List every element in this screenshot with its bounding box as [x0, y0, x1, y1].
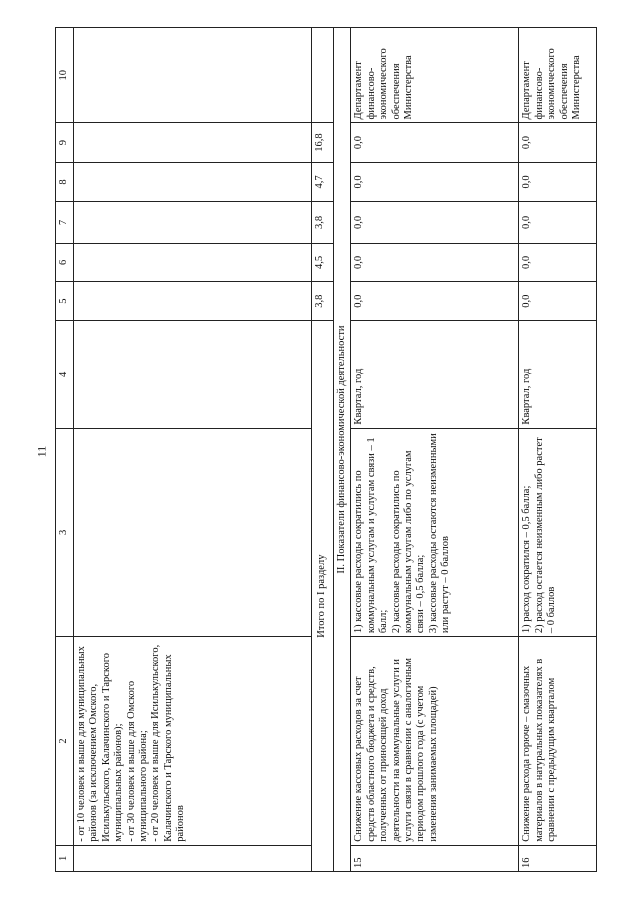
column-header: 8: [56, 162, 74, 201]
score-cell: 0,0: [519, 243, 597, 281]
total-value: 3,8: [312, 281, 334, 320]
score-cell: 0,0: [519, 281, 597, 320]
total-value: 4,5: [312, 243, 334, 281]
total-value: 3,8: [312, 202, 334, 244]
table-row: [519, 28, 597, 872]
score-cell: 0,0: [351, 123, 519, 162]
score-cell: 0,0: [351, 243, 519, 281]
indicator-cell: Снижение кассовых расходов за счет средств областного бюджета и средств, полученных от приносящей доход деятельности на коммунальные услуги и услуги связи в сравнении с аналогичным периодом прошлого года (с учетом изменения занимаемых площадей): [351, 637, 519, 846]
column-header: 2: [56, 637, 74, 846]
score-cell: 0,0: [351, 281, 519, 320]
header-row: [56, 28, 74, 872]
responsible-cell: Департамент финансово-экономического обеспечения Министерства: [351, 28, 519, 123]
table-row: [351, 28, 519, 872]
column-header: 4: [56, 321, 74, 428]
section-heading-row: [334, 28, 351, 872]
column-header: 6: [56, 243, 74, 281]
rotated-table-sheet: [55, 27, 593, 872]
score-cell: 0,0: [351, 162, 519, 201]
score-cell: 0,0: [519, 162, 597, 201]
row-number: 16: [519, 845, 597, 871]
criteria-cell: 1) кассовые расходы сократились по коммунальным услугам и услугам связи – 1 балл; 2) кассовые расходы сократились по коммунальным услугам либо по услугам связи – 0,5 балла; 3) кассовые расходы остаются неизменными или растут – 0 баллов: [351, 428, 519, 637]
row-number: 15: [351, 845, 519, 871]
table-row-continuation: [74, 28, 312, 872]
score-cell: 0,0: [519, 123, 597, 162]
section-heading: II. Показатели финансово-экономической деятельности: [334, 28, 351, 872]
responsible-cell: Департамент финансово-экономического обеспечения Министерства: [519, 28, 597, 123]
column-header: 9: [56, 123, 74, 162]
criteria-cell: 1) расход сократился – 0,5 балла; 2) расход остается неизменным либо растет – 0 баллов: [519, 428, 597, 637]
criteria-table: [55, 27, 597, 872]
total-value: 4,7: [312, 162, 334, 201]
column-header: 7: [56, 202, 74, 244]
column-header: 3: [56, 428, 74, 637]
column-header: 1: [56, 845, 74, 871]
page-number: 11: [34, 445, 49, 458]
total-label: Итого по I разделу: [312, 321, 334, 872]
indicator-cell: Снижение расхода горюче – смазочных материалов в натуральных показателях в сравнении с предыдущим кварталом: [519, 637, 597, 846]
indicator-cell: - от 10 человек и выше для муниципальных районов (за исключением Омского, Исилькульского, Калачинского и Тарского муниципальных районов); - от 30 человек и выше для Омского муниципального района; - от 20 человек и выше для Исилькульского, Калачинского и Тарского муниципальных районов: [74, 637, 312, 846]
score-cell: 0,0: [351, 202, 519, 244]
column-header: 10: [56, 28, 74, 123]
column-header: 5: [56, 281, 74, 320]
period-cell: Квартал, год: [351, 321, 519, 428]
total-value: 16,8: [312, 123, 334, 162]
period-cell: Квартал, год: [519, 321, 597, 428]
score-cell: 0,0: [519, 202, 597, 244]
table-row-total: [312, 28, 334, 872]
